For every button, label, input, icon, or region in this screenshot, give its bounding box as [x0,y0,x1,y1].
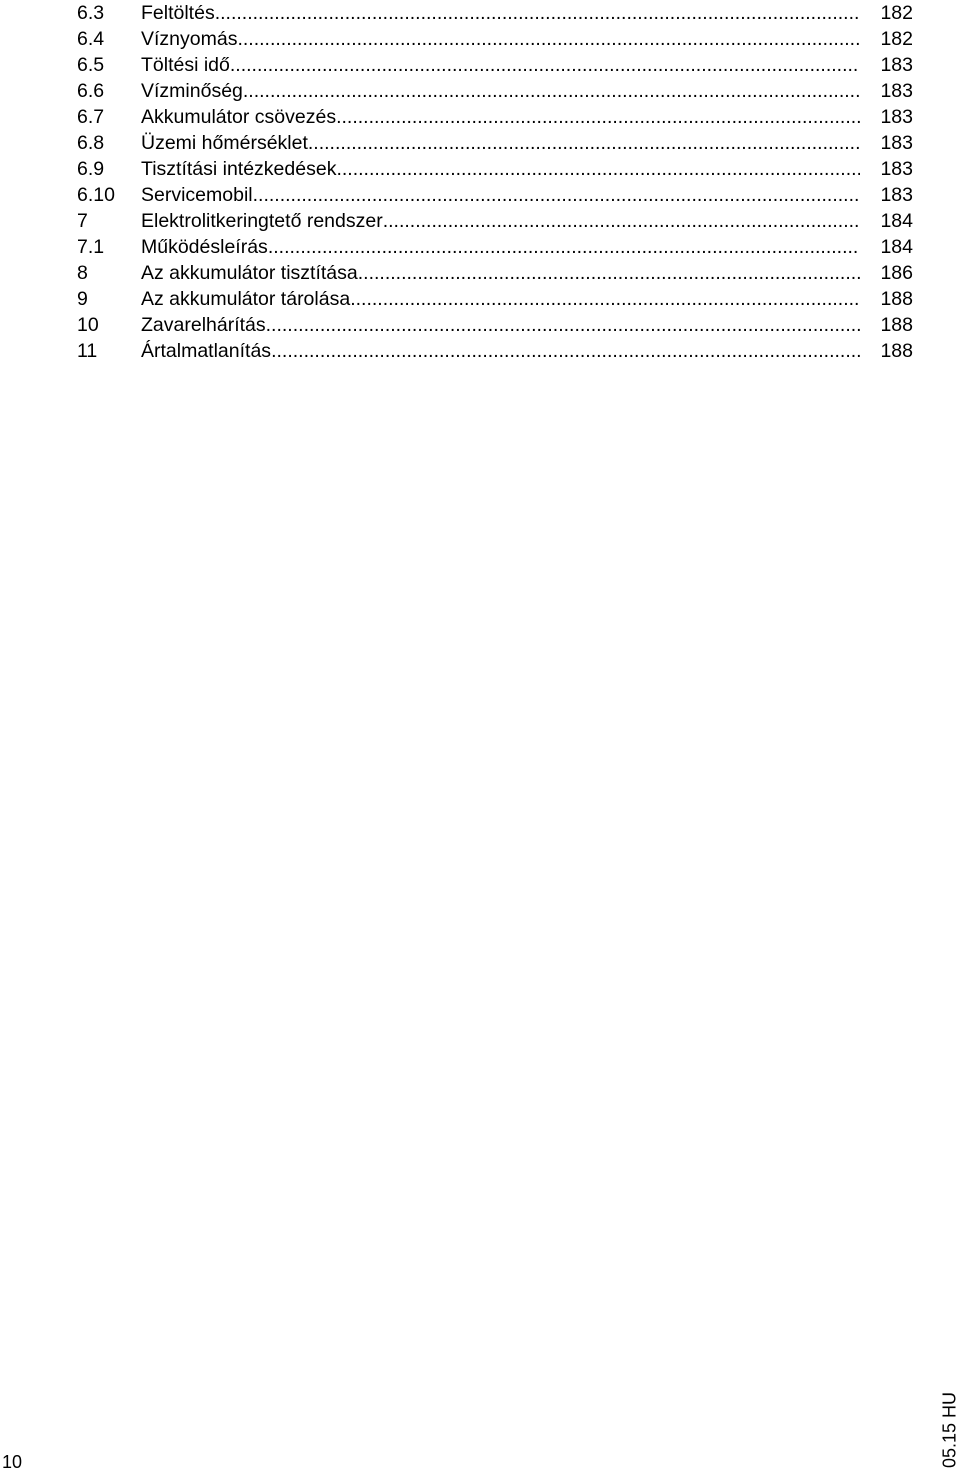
toc-entry-number: 6.4 [77,28,105,50]
toc-entry-number: 6.9 [77,158,105,180]
toc-entry-page: 183 [880,54,913,76]
toc-entry-page: 188 [880,340,913,362]
toc-entry-leader [230,52,861,78]
toc-entry-leader [336,104,860,130]
toc-entry-number: 7 [77,210,88,232]
toc-entry-leader [237,26,860,52]
toc-entry-title: Ártalmatlanítás [141,340,272,362]
toc-entry[interactable] [77,26,913,52]
toc-entry-title: Elektrolitkeringtető rendszer [141,210,383,232]
toc-entry-page: 186 [880,262,913,284]
toc-entry-leader [266,312,861,338]
table-of-contents [77,0,913,364]
toc-entry-number: 10 [77,314,99,336]
toc-entry-title: Tisztítási intézkedések [141,158,337,180]
toc-entry-number: 6.3 [77,2,105,24]
toc-entry-page: 184 [880,236,913,258]
toc-entry-leader [243,78,861,104]
toc-entry-number: 8 [77,262,88,284]
toc-entry-title: Akkumulátor csövezés [141,106,337,128]
toc-entry-page: 183 [880,80,913,102]
toc-entry[interactable] [77,156,913,182]
toc-entry-leader [215,0,861,26]
toc-entry-leader [308,130,861,156]
toc-entry-leader [271,338,860,364]
toc-entry-number: 6.5 [77,54,105,76]
toc-entry[interactable] [77,234,913,260]
toc-entry-title: Az akkumulátor tárolása [141,288,351,310]
toc-entry[interactable] [77,338,913,364]
toc-entry[interactable] [77,182,913,208]
toc-entry-number: 6.10 [77,184,115,206]
toc-entry-title: Működésleírás [141,236,268,258]
toc-entry[interactable] [77,208,913,234]
toc-entry[interactable] [77,130,913,156]
toc-entry-title: Üzemi hőmérséklet [141,132,308,154]
toc-entry[interactable] [77,104,913,130]
toc-entry-page: 183 [880,132,913,154]
toc-entry-leader [336,156,860,182]
toc-entry-page: 188 [880,314,913,336]
toc-entry-page: 183 [880,158,913,180]
toc-entry[interactable] [77,260,913,286]
toc-entry-number: 6.7 [77,106,105,128]
toc-entry-number: 9 [77,288,88,310]
toc-entry-page: 182 [880,2,913,24]
toc-entry[interactable] [77,0,913,26]
toc-entry-title: Zavarelhárítás [141,314,266,336]
toc-entry[interactable] [77,52,913,78]
toc-entry-title: Víznyomás [141,28,238,50]
toc-entry[interactable] [77,286,913,312]
toc-entry-page: 184 [880,210,913,232]
toc-entry-leader [350,286,860,312]
toc-entry-page: 182 [880,28,913,50]
toc-entry-number: 7.1 [77,236,105,258]
document-version: 05.15 HU [939,1391,960,1469]
page-number: 10 [2,1452,23,1472]
toc-entry-page: 188 [880,288,913,310]
toc-entry[interactable] [77,312,913,338]
toc-entry-title: Feltöltés [141,2,215,24]
toc-entry-number: 6.8 [77,132,105,154]
toc-entry-title: Servicemobil [141,184,253,206]
toc-entry[interactable] [77,78,913,104]
toc-entry-number: 11 [77,340,98,362]
toc-entry-leader [253,182,861,208]
toc-entry-number: 6.6 [77,80,105,102]
toc-entry-leader [358,260,861,286]
toc-entry-title: Töltési idő [141,54,230,76]
toc-entry-page: 183 [880,184,913,206]
toc-entry-title: Az akkumulátor tisztítása [141,262,358,284]
toc-entry-leader [268,234,861,260]
toc-entry-page: 183 [880,106,913,128]
toc-entry-title: Vízminőség [141,80,243,102]
toc-entry-leader [383,208,861,234]
